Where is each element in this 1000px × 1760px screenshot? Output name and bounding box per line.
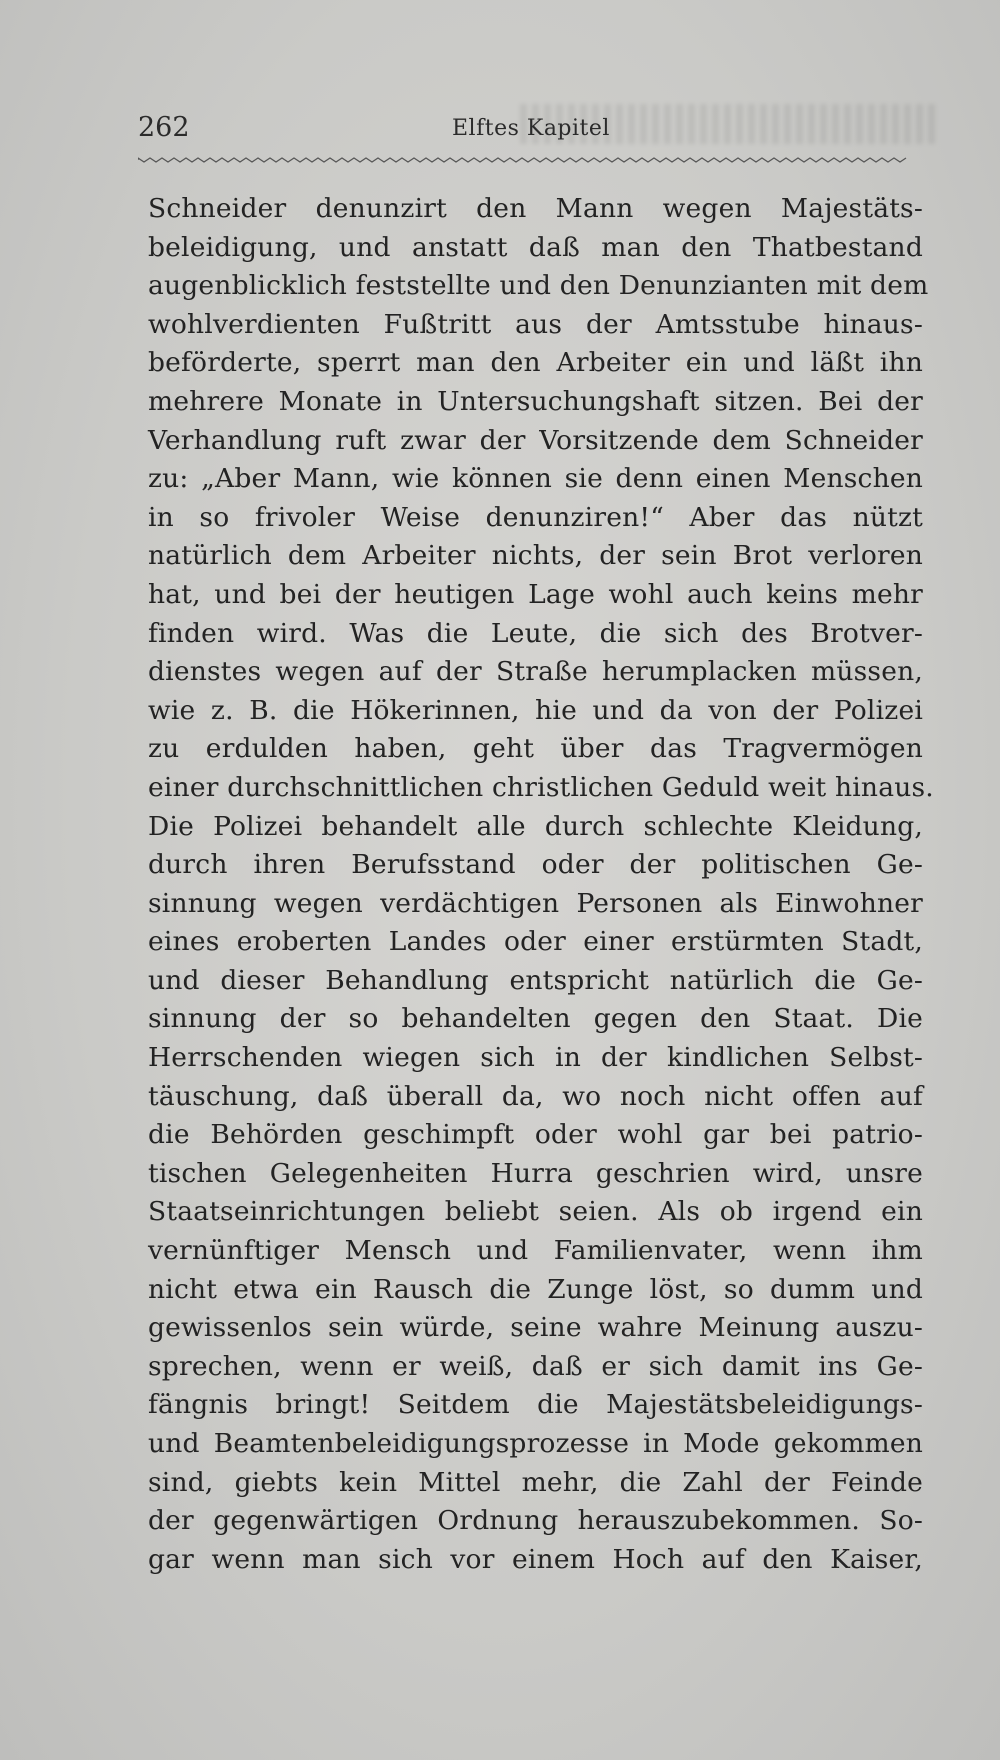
text-line: hat, und bei der heutigen Lage wohl auch keins mehr — [148, 578, 923, 610]
text-line: beleidigung, und anstatt daß man den Thatbestand — [148, 231, 923, 263]
text-line: Staatseinrichtungen beliebt seien. Als ob irgend ein — [148, 1196, 923, 1228]
text-line: in so frivoler Weise denunziren!“ Aber das nützt — [148, 501, 923, 533]
text-line: Schneider denunzirt den Mann wegen Majestäts- — [148, 193, 923, 224]
text-line: sind, giebts kein Mittel mehr, die Zahl der Feinde — [148, 1466, 923, 1498]
text-line: Verhandlung ruft zwar der Vorsitzende dem Schneider — [148, 424, 923, 456]
text-line: zu: „Aber Mann, wie können sie denn einen Menschen — [148, 463, 923, 495]
text-line: zu erdulden haben, geht über das Tragvermögen — [148, 733, 923, 765]
text-line: die Behörden geschimpft oder wohl gar bei patrio- — [148, 1119, 923, 1151]
text-line: natürlich dem Arbeiter nichts, der sein Brot verloren — [148, 540, 923, 572]
text-line: Herrschenden wiegen sich in der kindlichen Selbst- — [148, 1042, 923, 1074]
text-line: tischen Gelegenheiten Hurra geschrien wird, unsre — [148, 1157, 923, 1189]
page-number: 262 — [138, 112, 190, 143]
text-line: augenblicklich feststellte und den Denunzianten mit dem — [148, 270, 929, 302]
text-line: und Beamtenbeleidigungsprozesse in Mode gekommen — [148, 1428, 923, 1459]
text-line: einer durchschnittlichen christlichen Geduld weit hinaus. — [148, 771, 934, 803]
text-line: und dieser Behandlung entspricht natürlich die Ge- — [148, 964, 923, 996]
text-line: Die Polizei behandelt alle durch schlechte Kleidung, — [148, 810, 923, 842]
text-line: täuschung, daß überall da, wo noch nicht offen auf — [148, 1080, 923, 1112]
page-header — [138, 112, 908, 152]
text-line: sinnung wegen verdächtigen Personen als Einwohner — [148, 887, 923, 919]
text-line: dienstes wegen auf der Straße herumplacken müssen, — [148, 656, 923, 688]
running-head: Elftes Kapitel — [452, 116, 610, 141]
text-line: sinnung der so behandelten gegen den Staat. Die — [148, 1003, 923, 1035]
text-line: eines eroberten Landes oder einer erstürmten Stadt, — [148, 926, 923, 958]
text-line: finden wird. Was die Leute, die sich des Brotver- — [148, 617, 923, 649]
text-line: gar wenn man sich vor einem Hoch auf den Kaiser, — [148, 1543, 923, 1575]
text-line: nicht etwa ein Rausch die Zunge löst, so dumm und — [148, 1273, 923, 1305]
body-text — [148, 190, 934, 1579]
text-line: beförderte, sperrt man den Arbeiter ein und läßt ihn — [148, 347, 923, 379]
header-wavy-rule — [138, 156, 910, 164]
text-line: wohlverdienten Fußtritt aus der Amtsstube hinaus- — [148, 308, 923, 340]
text-line: fängnis bringt! Seitdem die Majestätsbeleidigungs- — [148, 1389, 923, 1421]
text-line: vernünftiger Mensch und Familienvater, wenn ihm — [148, 1235, 923, 1267]
text-line: mehrere Monate in Untersuchungshaft sitzen. Bei der — [148, 385, 923, 417]
text-line: wie z. B. die Hökerinnen, hie und da von der Polizei — [148, 694, 923, 726]
text-line: gewissenlos sein würde, seine wahre Meinung auszu- — [148, 1312, 923, 1344]
text-line: durch ihren Berufsstand oder der politischen Ge- — [148, 849, 923, 881]
text-line: der gegenwärtigen Ordnung herauszubekommen. So- — [148, 1505, 923, 1537]
text-line: sprechen, wenn er weiß, daß er sich damit ins Ge- — [148, 1350, 923, 1382]
